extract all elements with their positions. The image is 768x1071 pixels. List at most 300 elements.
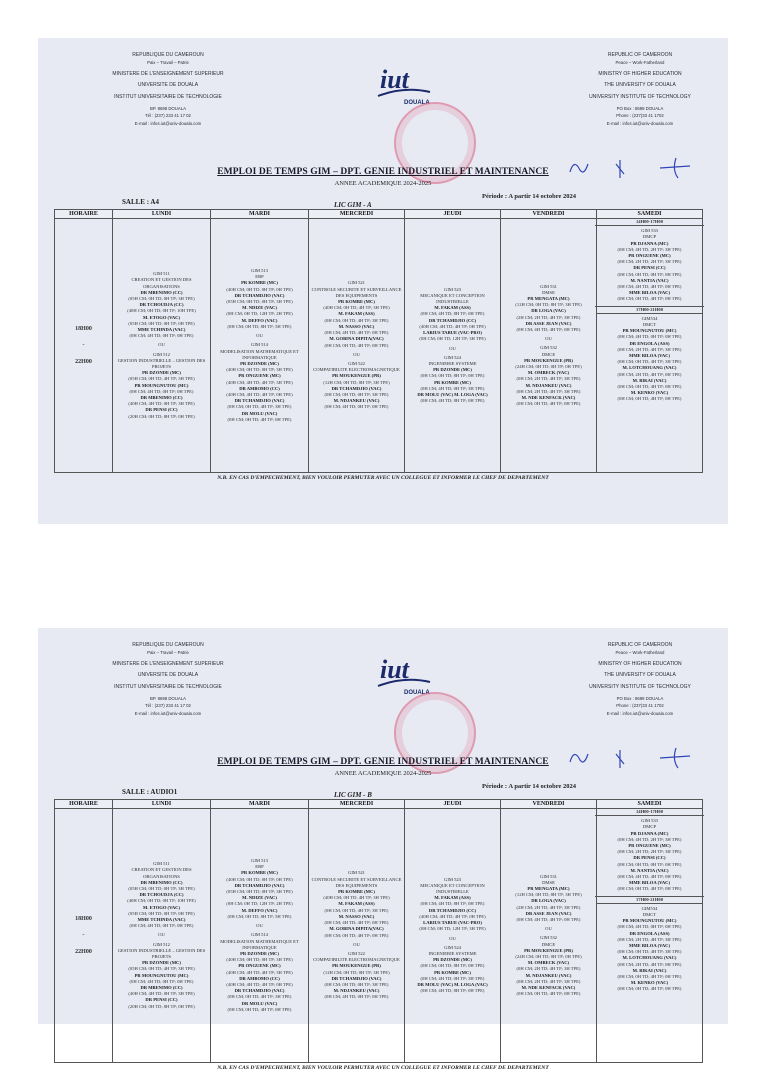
timetable-grid — [54, 799, 703, 1063]
teacher-name: DR MOLU (VAC) — [241, 410, 278, 416]
course-code: GIM 531 — [540, 873, 557, 879]
teacher-hours: (0H CM; 0H TD; 4H TP; 0H TPE) — [617, 886, 682, 892]
time-start: 18H00 — [75, 326, 92, 333]
header-left-line: E-mail : infos.iut@univ-douala.com — [134, 710, 202, 716]
teacher-hours: (0H CM; 2H TD; 4H TP; 3H TPE) — [516, 966, 581, 972]
teacher-hours: (0H CM; 0H TD; 4H TP; 3H TPE) — [227, 404, 292, 410]
teacher-name: DR MOLU (VAC) M. LOGA (VAC) — [417, 391, 488, 397]
teacher-hours: (05H CM; 0H TD; 0H TP; 3H TPE) — [226, 889, 293, 895]
course-code: GIM534 — [641, 315, 658, 321]
course-code: GIM 531 — [540, 283, 557, 289]
teacher-hours: (05H CM; 0H TD; 0H TP; 0H TPE) — [128, 910, 195, 916]
teacher-hours: (05H CM; 0H TD; 4H TP; 3H TPE) — [128, 966, 195, 972]
col-header-lundi: LUNDI — [113, 210, 211, 219]
header-left-line: UNIVERSITE DE DOUALA — [137, 82, 199, 89]
logo-subtext: DOUALA — [404, 690, 430, 696]
header-left-line: Paix – Travail – Patrie — [147, 60, 189, 66]
day-cell-vendredi — [501, 219, 597, 473]
teacher-hours: (40H CM; 4H TD; 4H TP; 3H TPE) — [226, 379, 293, 385]
col-header-mercredi: MERCREDI — [309, 210, 405, 219]
teacher-hours: (40H CM; 0H TD; 0H TP; 3H TPE) — [226, 957, 293, 963]
course-title: MODELISATION MATHEMATIQUE ET INFORMATIQUE — [220, 348, 299, 360]
teacher-name: DR TCHAMDJIO (CC) — [428, 317, 477, 323]
course-title: CONTROLE SECURITE ET SURVEILLANCE DES EQUIPEMENTS — [311, 286, 402, 298]
course-title: ERP — [255, 274, 264, 280]
teacher-name: M. NDIZE (VAC) — [242, 305, 277, 311]
teacher-name: PR DZONDE (MC) — [142, 370, 181, 376]
teacher-name: MME BILOA (VAC) — [628, 290, 670, 296]
teacher-hours: (0H CM; 4H TD; 0H TP; 0H TPE) — [129, 388, 194, 394]
time-sep: - — [82, 342, 85, 349]
course-code: GIM 512 — [153, 351, 170, 357]
day-cell-mardi — [211, 809, 309, 1063]
time-slot: 14H00-17H00 — [595, 809, 704, 816]
header-right-block — [560, 642, 720, 717]
teacher-name: DR ASSE JEAN (VAC) — [525, 320, 572, 326]
teacher-name: PR MOUKENGUE (PR) — [524, 357, 573, 363]
course-code: GIM 533 — [641, 818, 658, 824]
teacher-name: M. NDJANKEU (VAC) — [333, 988, 380, 994]
header-left-block — [88, 52, 248, 127]
teacher-name: DR TCHAMDJIO (VAC) — [234, 882, 285, 888]
teacher-hours: (2H CM; 2H TD; 4H TP; 3H TPE) — [516, 904, 581, 910]
teacher-hours: (0H CM; 0H TD; 4H TP; 0H TPE) — [516, 401, 581, 407]
header-right-line: REPUBLIC OF CAMEROON — [607, 52, 673, 58]
teacher-hours: (0H CM; 4H TD; 0H TP; 0H TPE) — [129, 333, 194, 339]
col-header-jeudi: JEUDI — [405, 800, 501, 809]
teacher-hours: (0H CM; 2H TD; 4H TP; 3H TPE) — [516, 388, 581, 394]
teacher-name: DR TCHAMDJIO (VAC) — [331, 385, 382, 391]
course-code: GIM 512 — [153, 941, 170, 947]
header-left-line: UNIVERSITE DE DOUALA — [137, 672, 199, 679]
teacher-name: DR MBENIMO (CC) — [140, 289, 183, 295]
teacher-hours: (40H CM; 0H TD; 0H TP; 3H TPE) — [226, 367, 293, 373]
time-slot: 17H00-21H00 — [597, 897, 702, 904]
teacher-hours: (40H CM; 4H TD; 4H TP; 0H TPE) — [419, 323, 486, 329]
teacher-name: DR ASSE JEAN (VAC) — [525, 910, 572, 916]
header-right-line: E-mail : infos.iut@univ-douala.com — [606, 710, 674, 716]
col-header-samedi: SAMEDI — [597, 800, 703, 809]
course-code: GIM 514 — [251, 342, 268, 348]
col-header-lundi: LUNDI — [113, 800, 211, 809]
or-separator: OU — [158, 932, 165, 938]
teacher-hours: (12H CM; 0H TD; 8H TP; 3H TPE) — [515, 302, 582, 308]
teacher-name: LARIUS TABUE (VAC-PRO) — [423, 330, 482, 336]
teacher-hours: (20H CM; 0H TD; 8H TP; 0H TPE) — [128, 1003, 195, 1009]
teacher-hours: (2H CM; 2H TD; 4H TP; 3H TPE) — [516, 314, 581, 320]
course-code: GIM534 — [641, 905, 658, 911]
logo-subtext: DOUALA — [404, 100, 430, 106]
header-right-line: Phone : (237)33 41 1702 — [616, 703, 664, 709]
footer-note: N.B. EN CAS D'EMPECHEMENT, BIEN VOULOIR PERMUTER AVEC UN COLLEGUE ET INFORMER LE CHEF DE DEPARTEMENT — [217, 475, 549, 481]
teacher-name: PR MOUNGNUTOU (MC) — [622, 328, 677, 334]
saturday-block-b — [597, 897, 702, 993]
page-title: EMPLOI DE TEMPS GIM – DPT. GENIE INDUSTRIEL ET MAINTENANCE — [217, 757, 549, 767]
teacher-hours: (40H CM; 4H TD; 4H TP; 3H TPE) — [226, 969, 293, 975]
course-code: GIM 522 — [348, 950, 365, 956]
course-code: GIM 533 — [641, 228, 658, 234]
header-right-line: THE UNIVERSITY OF DOUALA — [604, 672, 676, 679]
academic-year: ANNEE ACADEMIQUE 2024-2025 — [334, 770, 432, 777]
teacher-hours: (40H CM; 4H TD; 0H TP; 3H TPE) — [128, 401, 195, 407]
day-cell-samedi — [597, 809, 703, 1063]
day-cell-mercredi — [309, 219, 405, 473]
teacher-name: M. ETOGO (VAC) — [143, 314, 180, 320]
teacher-hours: (0H CM; 0H TD; 4H TP; 3H TPE) — [617, 359, 682, 365]
logo-text: iut — [380, 65, 409, 94]
teacher-name: DR LOGA (VAC) — [531, 308, 566, 314]
teacher-name: M. NDE KENFACK (VAC) — [521, 395, 576, 401]
or-separator: OU — [353, 351, 360, 357]
header-left-line: Paix – Travail – Patrie — [147, 650, 189, 656]
teacher-hours: (0H CM; 0H TD; 4H TP; 0H TPE) — [324, 932, 389, 938]
teacher-name: PR DZONDE (MC) — [240, 950, 279, 956]
teacher-hours: (05H CM; 0H TD; 0H TP; 3H TPE) — [128, 295, 195, 301]
period-label: Période : A partir 14 octobre 2024 — [482, 783, 576, 790]
teacher-hours: (0H CM; 2H TD; 2H TP; 3H TPE) — [617, 849, 682, 855]
course-title: MECANIQUE ET CONCEPTION INDUSTRIELLE — [420, 292, 485, 305]
teacher-name: DR ENGOLA (ASS) — [629, 930, 670, 936]
course-code: GIM 513 — [251, 858, 268, 864]
day-cell-mercredi — [309, 809, 405, 1063]
teacher-name: M. KENKO (VAC) — [630, 390, 669, 396]
teacher-hours: (0H CM; 2H TD; 4H TP; 3H TPE) — [516, 376, 581, 382]
teacher-name: PR KOMBE (MC) — [241, 870, 278, 876]
teacher-hours: (0H CM; 4H TD; 2H TP; 3H TPE) — [617, 836, 682, 842]
timetable-grid — [54, 209, 703, 473]
teacher-hours: (12H CM; 0H TD; 8H TP; 3H TPE) — [515, 892, 582, 898]
teacher-hours: (0H CM; 4H TD; 0H TP; 3H TPE) — [420, 975, 485, 981]
header-left-line: BP. 8698 DOUALA — [150, 106, 186, 112]
teacher-name: PR ONGUENE (MC) — [238, 963, 281, 969]
header-right-block — [560, 52, 720, 127]
teacher-hours: (0H CM; 2H TD; 4H TP; 3H TPE) — [516, 978, 581, 984]
teacher-name: M. NDIZE (VAC) — [242, 895, 277, 901]
teacher-hours: (0H CM; 4H TD; 4H TP; 0H TPE) — [324, 920, 389, 926]
teacher-name: DR TCHAMDJIO (VAC) — [234, 988, 285, 994]
day-cell-vendredi — [501, 809, 597, 1063]
time-sep: - — [82, 932, 85, 939]
course-title: INGENIERIE SYSTEME — [428, 950, 477, 956]
teacher-name: M. NASSO (VAC) — [338, 913, 375, 919]
teacher-name: DR AMBOMO (CC) — [239, 385, 280, 391]
col-header-horaire: HORAIRE — [55, 210, 113, 219]
teacher-name: M. ETOGO (VAC) — [143, 904, 180, 910]
course-title: COMPATIBILITE ELECTROMAGNETIQUE — [313, 367, 400, 373]
teacher-name: M. NDE KENFACK (VAC) — [521, 985, 576, 991]
teacher-hours: (0H CM; 0H TD; 4H TP; 0H TPE) — [324, 342, 389, 348]
teacher-hours: (0H CM; 4H TD; 2H TP; 3H TPE) — [617, 246, 682, 252]
course-title: GESTION INDUSTRIELLE – GESTION DES PROJETS — [117, 357, 206, 369]
or-separator: OU — [353, 941, 360, 947]
course-title: DMCT — [642, 322, 657, 328]
teacher-name: PR KOMBE (MC) — [338, 889, 375, 895]
course-code: GIM 511 — [153, 861, 170, 867]
teacher-hours: (0H CM; 4H TD; 0H TP; 0H TPE) — [324, 994, 389, 1000]
teacher-hours: (0H CM; 0H TD; 4H TP; 3H TPE) — [617, 949, 682, 955]
teacher-hours: (0H CM; 4H TD; 4H TP; 0H TPE) — [516, 916, 581, 922]
teacher-hours: (40H CM; 4H TD; 4H TP; 0H TPE) — [226, 981, 293, 987]
teacher-hours: (0H CM; 4H TD; 4H TP; 0H TPE) — [324, 330, 389, 336]
day-cell-jeudi — [405, 219, 501, 473]
teacher-hours: (0H CM; 0H TD; 0H TP; 0H TPE) — [617, 271, 682, 277]
teacher-hours: (0H CM; 2H TD; 4H TP; 3H TPE) — [617, 346, 682, 352]
teacher-name: DR PENSI (CC) — [145, 407, 178, 413]
teacher-name: DR TCHAMDJIO (VAC) — [234, 398, 285, 404]
teacher-name: PR MENGATA (MC) — [527, 295, 570, 301]
header-right-line: UNIVERSITY INSTITUTE OF TECHNOLOGY — [589, 683, 691, 690]
teacher-name: PR ONGUENE (MC) — [628, 843, 671, 849]
academic-year: ANNEE ACADEMIQUE 2024-2025 — [334, 180, 432, 187]
teacher-name: DR PENSI (CC) — [633, 855, 666, 861]
course-code: GIM 522 — [348, 360, 365, 366]
teacher-hours: (0H CM; 0H TD; 12H TP; 2H TPE) — [226, 311, 293, 317]
teacher-name: PR MOUNGNUTOU (MC) — [134, 972, 189, 978]
teacher-name: PR KOMBE (MC) — [338, 299, 375, 305]
teacher-name: M. FAKAM (ASS) — [434, 895, 471, 901]
teacher-hours: (40H CM; 0H TD; 0H TP; 0H TPE) — [226, 876, 293, 882]
teacher-name: M. DEFFO (VAC) — [241, 317, 278, 323]
teacher-hours: (0H CM; 0H TD; 8H TP; 5H TPE) — [227, 913, 292, 919]
day-cell-samedi — [597, 219, 703, 473]
teacher-hours: (0H CM; 4H TD; 4H TP; 0H TPE) — [516, 326, 581, 332]
teacher-hours: (40H CM; 0H TD; 0H TP; 0H TPE) — [226, 286, 293, 292]
teacher-name: M. GOBINA DIPITA(VAC) — [329, 336, 384, 342]
teacher-hours: (0H CM; 0H TD; 12H TP; 3H TPE) — [419, 336, 486, 342]
or-separator: OU — [449, 345, 456, 351]
saturday-block-a — [595, 809, 704, 897]
time-end: 22H00 — [75, 358, 92, 365]
day-cell-jeudi — [405, 809, 501, 1063]
course-code: GIM 513 — [251, 268, 268, 274]
course-title: CREATION ET GESTION DES ORGANISATIONS — [131, 277, 192, 289]
teacher-name: M. NASSO (VAC) — [338, 323, 375, 329]
col-header-mercredi: MERCREDI — [309, 800, 405, 809]
course-code: GIM 521 — [348, 280, 365, 286]
teacher-hours: (0H CM; 2H TD; 4H TP; 0H TPE) — [617, 961, 682, 967]
teacher-hours: (0H CM; 4H TD; 0H TP; 3H TPE) — [420, 385, 485, 391]
teacher-hours: (0H CM; 4H TD; 8H TP; 0H TPE) — [420, 988, 485, 994]
course-code: GIM 523 — [444, 876, 461, 882]
col-header-horaire: HORAIRE — [55, 800, 113, 809]
teacher-name: M. FAKAM (ASS) — [338, 311, 375, 317]
header-right-line: Phone : (237)33 41 1702 — [616, 113, 664, 119]
teacher-hours: (12H CM; 0H TD; 0H TP; 3H TPE) — [323, 379, 390, 385]
or-separator: OU — [256, 333, 263, 339]
teacher-hours: (0H CM; 0H TD; 4H TP; 3H TPE) — [227, 994, 292, 1000]
teacher-name: PR MOUNGNUTOU (MC) — [134, 382, 189, 388]
horaire-cell — [55, 809, 113, 1063]
teacher-name: M. LOTCHOUANG (VAC) — [622, 955, 677, 961]
course-title: DMSE — [542, 289, 555, 295]
teacher-name: M. NDJANKEU (VAC) — [525, 972, 572, 978]
time-slot: 14H00-17H00 — [595, 219, 704, 226]
header-left-line: REPUBLIQUE DU CAMEROUN — [132, 52, 204, 58]
day-cell-mardi — [211, 219, 309, 473]
teacher-hours: (0H CM; 0H TD; 0H TP; 3H TPE) — [324, 981, 389, 987]
teacher-hours: (0H CM; 4H TD; 8H TP; 0H TPE) — [420, 311, 485, 317]
teacher-name: M. OMBECK (VAC) — [527, 960, 570, 966]
teacher-hours: (40H CM; 0H TD; 0H TP; 10H TPE) — [127, 898, 196, 904]
teacher-hours: (0H CM; 4H TD; 0H TP; 0H TPE) — [129, 978, 194, 984]
header-right-line: PO Box : 8698 DOUALA — [616, 106, 664, 112]
iut-logo — [374, 62, 434, 106]
horaire-cell — [55, 219, 113, 473]
teacher-name: PR DJANNA (MC) — [630, 830, 669, 836]
teacher-name: PR DJANNA (MC) — [630, 240, 669, 246]
col-header-vendredi: VENDREDI — [501, 210, 597, 219]
teacher-hours: (0H CM; 2H TD; 4H TP; 0H TPE) — [617, 371, 682, 377]
or-separator: OU — [158, 342, 165, 348]
course-code: GIM 511 — [153, 271, 170, 277]
teacher-hours: (40H CM; 4H TD; 0H TP; 3H TPE) — [128, 991, 195, 997]
teacher-hours: (20H CM; 0H TD; 8H TP; 0H TPE) — [128, 413, 195, 419]
course-code: GIM 523 — [444, 286, 461, 292]
teacher-hours: (0H CM; 0H TD; 12H TP; 3H TPE) — [419, 926, 486, 932]
teacher-hours: (40H CM; 4H TD; 4H TP; 0H TPE) — [419, 913, 486, 919]
teacher-hours: (0H CM; 0H TD; 4H TP; 0H TPE) — [617, 986, 682, 992]
logo-text: iut — [380, 655, 409, 684]
teacher-hours: (0H CM; 4H TD; 8H TP; 0H TPE) — [420, 901, 485, 907]
teacher-name: PR MOUKENGUE (PR) — [332, 963, 381, 969]
time-start: 18H00 — [75, 916, 92, 923]
teacher-name: DR PENSI (CC) — [633, 265, 666, 271]
course-title: DMCP — [642, 824, 657, 830]
header-right-line: Peace – Work-Fatherland — [615, 60, 665, 66]
teacher-hours: (0H CM; 0H TD; 4H TP; 3H TPE) — [324, 317, 389, 323]
teacher-name: DR MBENIMO (CC) — [140, 985, 183, 991]
teacher-name: DR MBENIMO (CC) — [140, 395, 183, 401]
teacher-name: M. NANTIA (VAC) — [630, 867, 669, 873]
header-left-line: REPUBLIQUE DU CAMEROUN — [132, 642, 204, 648]
teacher-hours: (0H CM; 0H TD; 4H TP; 0H TPE) — [617, 974, 682, 980]
schedule-row — [55, 219, 703, 473]
course-title: COMPATIBILITE ELECTROMAGNETIQUE — [313, 957, 400, 963]
teacher-name: PR KOMBE (MC) — [241, 280, 278, 286]
teacher-name: PR ONGUENE (MC) — [628, 253, 671, 259]
teacher-hours: (40H CM; 0H TD; 0H TP; 10H TPE) — [127, 308, 196, 314]
header-row — [55, 210, 703, 219]
teacher-name: DR TCHAMDJIO (VAC) — [331, 975, 382, 981]
teacher-name: DR LOGA (VAC) — [531, 898, 566, 904]
header-left-line: Tél : (237) 233 41 17 02 — [145, 113, 191, 119]
teacher-hours: (05H CM; 0H TD; 0H TP; 3H TPE) — [128, 885, 195, 891]
day-cell-lundi — [113, 809, 211, 1063]
course-title: MECANIQUE ET CONCEPTION INDUSTRIELLE — [420, 882, 485, 895]
header-right-line: E-mail : infos.iut@univ-douala.com — [606, 120, 674, 126]
teacher-name: DR MOLU (VAC) M. LOGA (VAC) — [417, 981, 488, 987]
teacher-name: M. BIKAI (VAC) — [632, 377, 667, 383]
header-left-line: INSTITUT UNIVERSITAIRE DE TECHNOLOGIE — [114, 93, 222, 100]
teacher-hours: (05H CM; 0H TD; 0H TP; 3H TPE) — [226, 299, 293, 305]
teacher-name: PR ONGUENE (MC) — [238, 373, 281, 379]
teacher-name: M. KENKO (VAC) — [630, 980, 669, 986]
teacher-hours: (0H CM; 0H TD; 4H TP; 0H TPE) — [617, 396, 682, 402]
course-title: MODELISATION MATHEMATIQUE ET INFORMATIQUE — [220, 938, 299, 950]
teacher-name: M. FAKAM (ASS) — [434, 305, 471, 311]
period-label: Période : A partir 14 octobre 2024 — [482, 193, 576, 200]
teacher-name: DR AMBOMO (CC) — [239, 975, 280, 981]
header-left-line: MINISTERE DE L'ENSEIGNEMENT SUPERIEUR — [112, 70, 224, 77]
course-title: INGENIERIE SYSTEME — [428, 360, 477, 366]
header-right-line: MINISTRY OF HIGHER EDUCATION — [598, 70, 682, 77]
schedule-row — [55, 809, 703, 1063]
col-header-mardi: MARDI — [211, 800, 309, 809]
teacher-hours: (0H CM; 4H TD; 4H TP; 0H TPE) — [617, 874, 682, 880]
teacher-name: MME TCHINDA (VAC) — [137, 326, 186, 332]
teacher-name: M. FAKAM (ASS) — [338, 901, 375, 907]
teacher-name: M. NDJANKEU (VAC) — [333, 398, 380, 404]
room-label: SALLE : A4 — [122, 198, 159, 206]
teacher-hours: (0H CM; 0H TD; 0H TP; 0H TPE) — [617, 861, 682, 867]
teacher-name: DR ENGOLA (ASS) — [629, 340, 670, 346]
teacher-hours: (0H CM; 0H TD; 4H TP; 0H TPE) — [516, 991, 581, 997]
teacher-hours: (0H CM; 4H TD; 0H TP; 0H TPE) — [324, 404, 389, 410]
time-slot: 17H00-21H00 — [597, 307, 702, 314]
col-header-vendredi: VENDREDI — [501, 800, 597, 809]
course-code: GIM 524 — [444, 944, 461, 950]
teacher-name: MME BILOA (VAC) — [628, 880, 670, 886]
teacher-name: LARIUS TABUE (VAC-PRO) — [423, 920, 482, 926]
timetable-sheet-a — [38, 38, 728, 524]
header-right-line: UNIVERSITY INSTITUTE OF TECHNOLOGY — [589, 93, 691, 100]
iut-logo — [374, 652, 434, 696]
teacher-name: DR TCHOUDJA (CC) — [139, 302, 184, 308]
teacher-hours: (24H CM; 0H TD; 0H TP; 0H TPE) — [515, 364, 582, 369]
teacher-hours: (05H CM; 0H TD; 0H TP; 0H TPE) — [128, 320, 195, 326]
class-label: LIC GIM - B — [334, 791, 372, 799]
teacher-name: M. BIKAI (VAC) — [632, 967, 667, 973]
teacher-hours: (0H CM; 4H TD; 0H TP; 0H TPE) — [617, 924, 682, 930]
teacher-name: DR TCHOUDJA (CC) — [139, 892, 184, 898]
teacher-name: DR TCHAMDJIO (VAC) — [234, 292, 285, 298]
teacher-name: PR MOUKENGUE (PR) — [524, 947, 573, 953]
course-title: CREATION ET GESTION DES ORGANISATIONS — [131, 867, 192, 879]
header-left-line: Tél : (237) 233 41 17 02 — [145, 703, 191, 709]
teacher-hours: (0H CM; 0H TD; 0H TP; 3H TPE) — [324, 391, 389, 397]
course-code: GIM 521 — [348, 870, 365, 876]
teacher-name: DR MOLU (VAC) — [241, 1000, 278, 1006]
teacher-hours: (40H CM; 0H TD; 4H TP; 3H TPE) — [323, 305, 390, 311]
teacher-hours: (12H CM; 0H TD; 0H TP; 3H TPE) — [323, 969, 390, 975]
teacher-name: M. OMBECK (VAC) — [527, 370, 570, 376]
teacher-name: M. GOBINA DIPITA(VAC) — [329, 926, 384, 932]
course-code: GIM 532 — [540, 345, 557, 351]
header-right-line: PO Box : 8698 DOUALA — [616, 696, 664, 702]
saturday-block-a — [595, 219, 704, 307]
saturday-block-b — [597, 307, 702, 403]
teacher-name: PR DZONDE (MC) — [433, 957, 472, 963]
time-end: 22H00 — [75, 948, 92, 955]
teacher-name: PR KOMBE (MC) — [434, 379, 471, 385]
teacher-name: MME BILOA (VAC) — [628, 943, 670, 949]
teacher-hours: (0H CM; 4H TD; 0H TP; 0H TPE) — [617, 334, 682, 340]
course-title: GESTION INDUSTRIELLE – GESTION DES PROJETS — [117, 947, 206, 959]
col-header-mardi: MARDI — [211, 210, 309, 219]
teacher-hours: (0H CM; 0H TD; 8H TP; 0H TPE) — [420, 373, 485, 379]
teacher-name: MME BILOA (VAC) — [628, 353, 670, 359]
or-separator: OU — [449, 935, 456, 941]
course-title: DMCE — [541, 351, 556, 357]
teacher-name: PR DZONDE (MC) — [240, 360, 279, 366]
col-header-samedi: SAMEDI — [597, 210, 703, 219]
teacher-hours: (0H CM; 4H TD; 0H TP; 0H TPE) — [129, 923, 194, 929]
col-header-jeudi: JEUDI — [405, 210, 501, 219]
teacher-name: DR MBENIMO (CC) — [140, 879, 183, 885]
teacher-name: MME TCHINDA (VAC) — [137, 916, 186, 922]
teacher-name: PR MOUKENGUE (PR) — [332, 373, 381, 379]
teacher-hours: (0H CM; 4H TD; 4H TP; 0H TPE) — [617, 284, 682, 290]
